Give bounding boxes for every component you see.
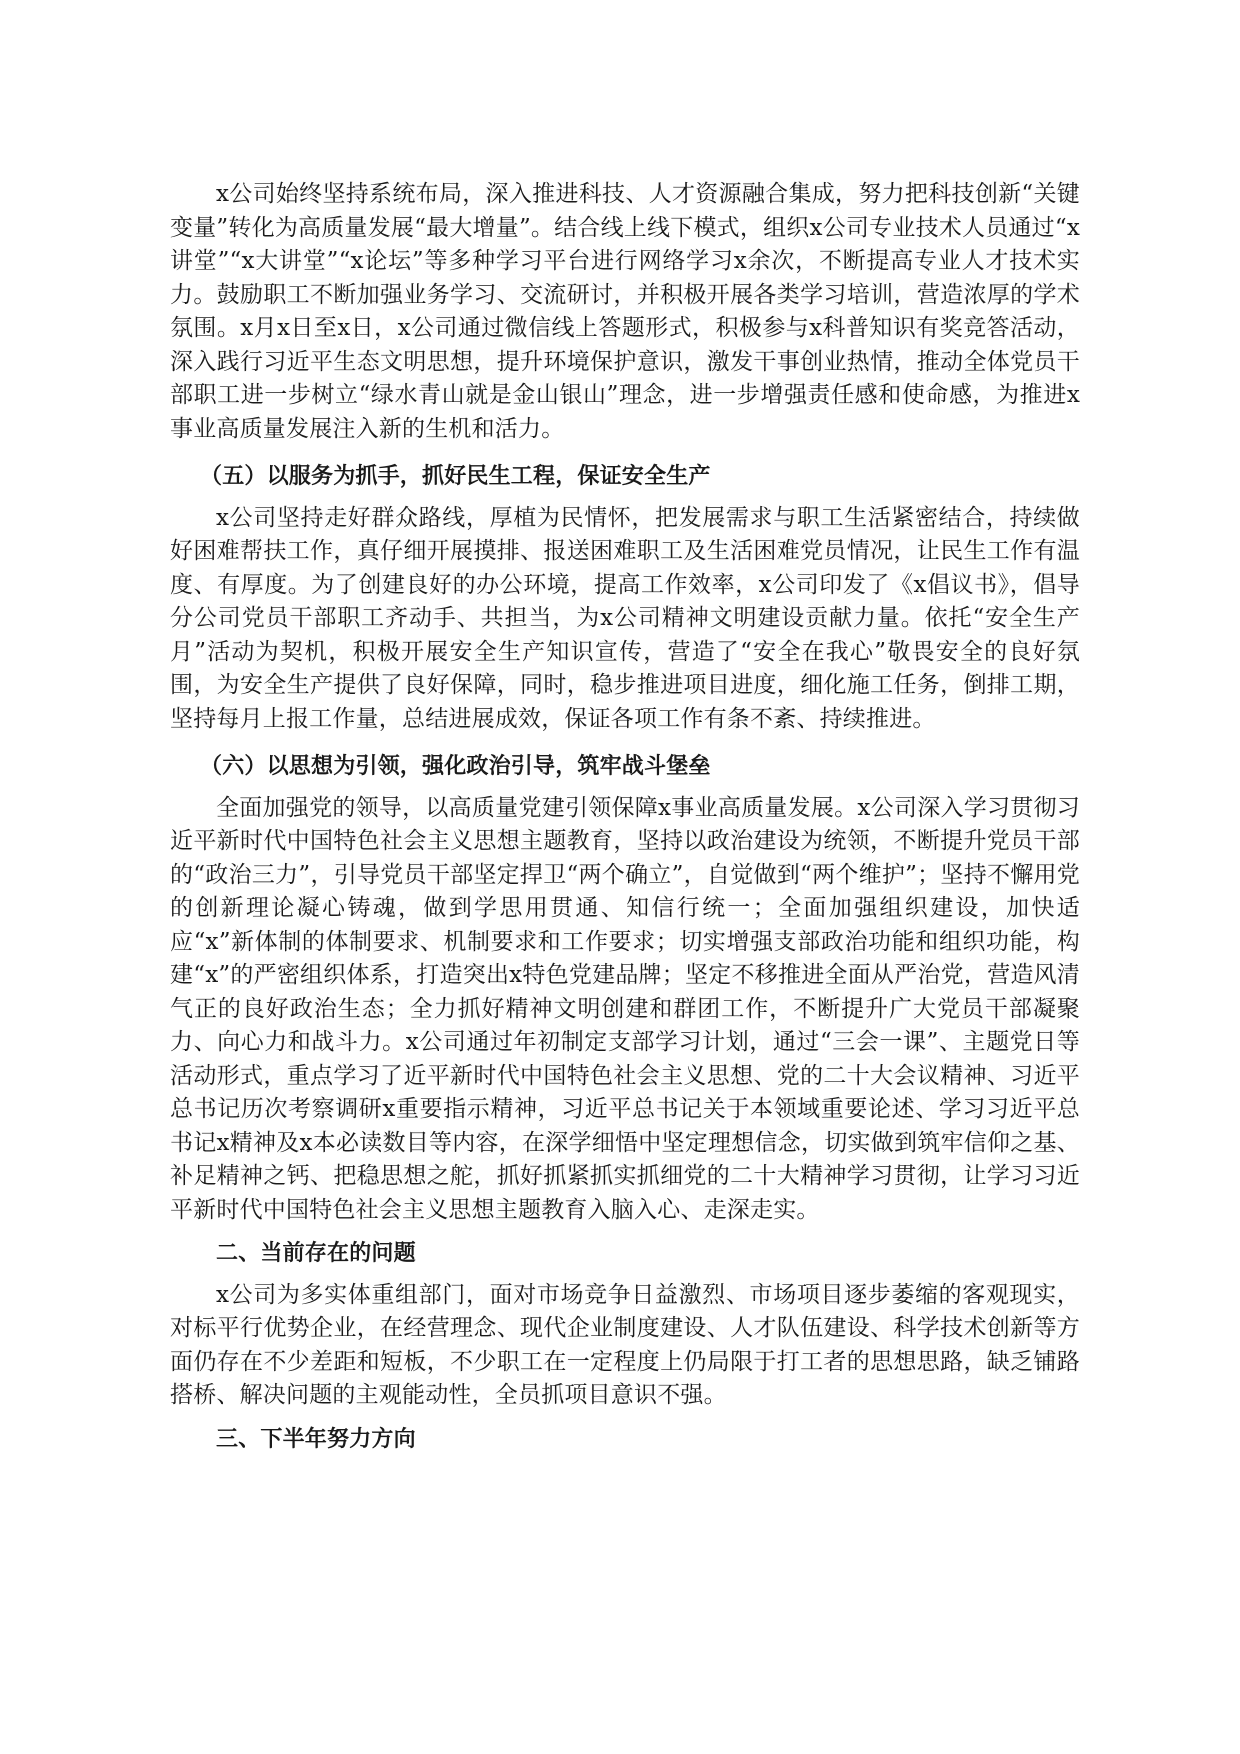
paragraph-political-guidance: 全面加强党的领导，以高质量党建引领保障x事业高质量发展。x公司深入学习贯彻习近平新时代中国特色社会主义思想主题教育，坚持以政治建设为统领，不断提升党员干部的“政治三力”，引导党员干部坚定捍卫“两个确立”，自觉做到“两个维护”；坚持不懈用党的创新理论凝心铸魂，做到学思用贯通、知信行统一；全面加强组织建设，加快适应“x”新体制的体制要求、机制要求和工作要求；切实增强支部政治功能和组织功能，构建“x”的严密组织体系，打造突出x特色党建品牌；坚定不移推进全面从严治党，营造风清气正的良好政治生态；全力抓好精神文明创建和群团工作，不断提升广大党员干部凝聚力、向心力和战斗力。x公司通过年初制定支部学习计划，通过“三会一课”、主题党日等活动形式，重点学习了近平新时代中国特色社会主义思想、党的二十大会议精神、习近平总书记历次考察调研x重要指示精神，习近平总书记关于本领域重要论述、学习习近平总书记x精神及x本必读数目等内容，在深学细悟中坚定理想信念，切实做到筑牢信仰之基、补足精神之钙、把稳思想之舵，抓好抓紧抓实抓细党的二十大精神学习贯彻，让学习习近平新时代中国特色社会主义思想主题教育入脑入心、走深走实。	[170, 794, 1080, 1223]
paragraph-tech-talent: x公司始终坚持系统布局，深入推进科技、人才资源融合集成，努力把科技创新“关键变量”转化为高质量发展“最大增量”。结合线上线下模式，组织x公司专业技术人员通过“x讲堂”“x大讲堂”“x论坛”等多种学习平台进行网络学习x余次，不断提高专业人才技术实力。鼓励职工不断加强业务学习、交流研讨，并积极开展各类学习培训，营造浓厚的学术氛围。x月x日至x日，x公司通过微信线上答题形式，积极参与x科普知识有奖竞答活动，深入践行习近平生态文明思想，提升环境保护意识，激发干事创业热情，推动全体党员干部职工进一步树立“绿水青山就是金山银山”理念，进一步增强责任感和使命感，为推进x事业高质量发展注入新的生机和活力。	[170, 181, 1080, 442]
section-heading-problems: 二、当前存在的问题	[216, 1241, 416, 1266]
paragraph-livelihood-safety: x公司坚持走好群众路线，厚植为民情怀，把发展需求与职工生活紧密结合，持续做好困难帮扶工作，真仔细开展摸排、报送困难职工及生活困难党员情况，让民生工作有温度、有厚度。为了创建良好的办公环境，提高工作效率，x公司印发了《x倡议书》，倡导分公司党员干部职工齐动手、共担当，为x公司精神文明建设贡献力量。依托“安全生产月”活动为契机，积极开展安全生产知识宣传，营造了“安全在我心”敬畏安全的良好氛围，为安全生产提供了良好保障，同时，稳步推进项目进度，细化施工任务，倒排工期，坚持每月上报工作量，总结进展成效，保证各项工作有条不紊、持续推进。	[170, 504, 1080, 732]
section-heading-5: （五）以服务为抓手，抓好民生工程，保证安全生产	[200, 464, 711, 489]
paragraph-problems: x公司为多实体重组部门，面对市场竞争日益激烈、市场项目逐步萎缩的客观现实，对标平行优势企业，在经营理念、现代企业制度建设、人才队伍建设、科学技术创新等方面仍存在不少差距和短板，不少职工在一定程度上仍局限于打工者的思想思路，缺乏铺路搭桥、解决问题的主观能动性，全员抓项目意识不强。	[170, 1281, 1080, 1408]
document-page	[170, 178, 1080, 1464]
section-heading-next-half: 三、下半年努力方向	[216, 1426, 416, 1452]
section-heading-6: （六）以思想为引领，强化政治引导，筑牢战斗堡垒	[200, 754, 711, 779]
